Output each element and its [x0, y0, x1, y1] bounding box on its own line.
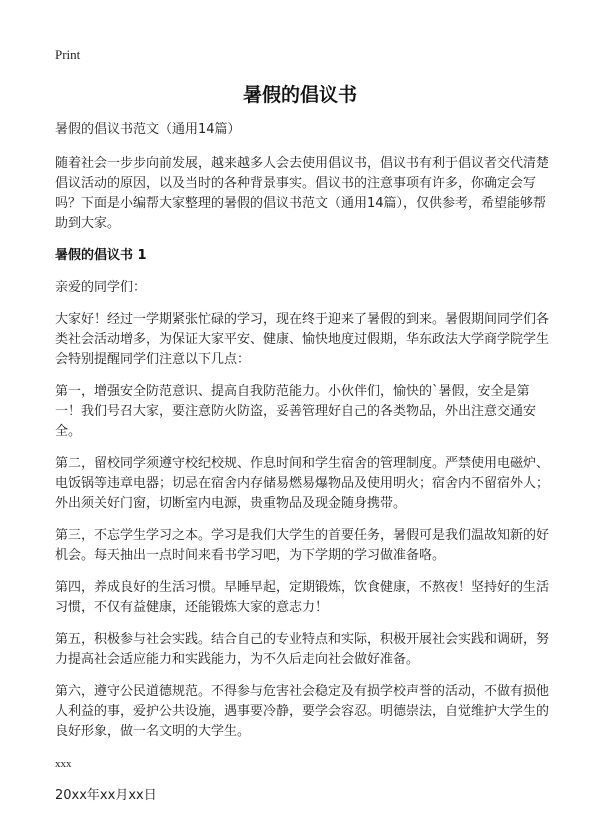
salutation: 亲爱的同学们： — [55, 280, 147, 295]
body-paragraph-point-3: 第三，不忘学生学习之本。学习是我们大学生的首要任务，暑假可是我们温故知新的好机会。每天抽出一点时间来看书学习吧，为下学期的学习做准备咯。 — [55, 528, 550, 563]
signature: xxx — [55, 758, 72, 770]
body-paragraph-greeting: 大家好！经过一学期紧张忙碌的学习，现在终于迎来了暑假的到来。暑假期间同学们各类社会活动增多，为保证大家平安、健康、愉快地度过假期，华东政法大学商学院学生会特别提醒同学们注意以下几点： — [55, 312, 550, 367]
body-paragraph-point-6: 第六，遵守公民道德规范。不得参与危害社会稳定及有损学校声誉的活动，不做有损他人利益的事，爱护公共设施，遇事要冷静，要学会容忍。明德崇法，自觉维护大学生的良好形象，做一名文明的大学生。 — [55, 684, 550, 739]
body-paragraph-point-2: 第二，留校同学须遵守校纪校规、作息时间和学生宿舍的管理制度。严禁使用电磁炉、电饭锅等违章电器；切忌在宿舍内存储易燃易爆物品及使用明火；宿舍内不留宿外人；外出须关好门窗，切断室内电源，贵重物品及现金随身携带。 — [55, 456, 550, 511]
document-title: 暑假的倡议书 — [242, 84, 357, 106]
print-link[interactable]: Print — [55, 47, 81, 62]
section-heading: 暑假的倡议书 1 — [55, 248, 147, 263]
body-paragraph-point-5: 第五，积极参与社会实践。结合自己的专业特点和实际，积极开展社会实践和调研，努力提高社会适应能力和实践能力，为不久后走向社会做好准备。 — [55, 632, 550, 667]
document-subtitle: 暑假的倡议书范文（通用14篇） — [55, 122, 241, 137]
body-paragraph-point-4: 第四，养成良好的生活习惯。早睡早起，定期锻炼，饮食健康，不熬夜！坚持好的生活习惯，不仅有益健康，还能锻炼大家的意志力！ — [55, 580, 550, 615]
document-body — [55, 120, 555, 818]
body-paragraph-point-1: 第一，增强安全防范意识、提高自我防范能力。小伙伴们，愉快的`暑假，安全是第一！我们号召大家，要注意防火防盗，妥善管理好自己的各类物品，外出注意交通安全。 — [55, 384, 537, 439]
document-date: 20xx年xx月xx日 — [55, 788, 157, 803]
intro-paragraph: 随着社会一步步向前发展，越来越多人会去使用倡议书，倡议书有利于倡议者交代清楚倡议活动的原因，以及当时的各种背景事实。倡议书的注意事项有许多，你确定会写吗？下面是小编帮大家整理的暑假的倡议书范文（通用14篇），仅供参考，希望能够帮助到大家。 — [55, 156, 550, 231]
